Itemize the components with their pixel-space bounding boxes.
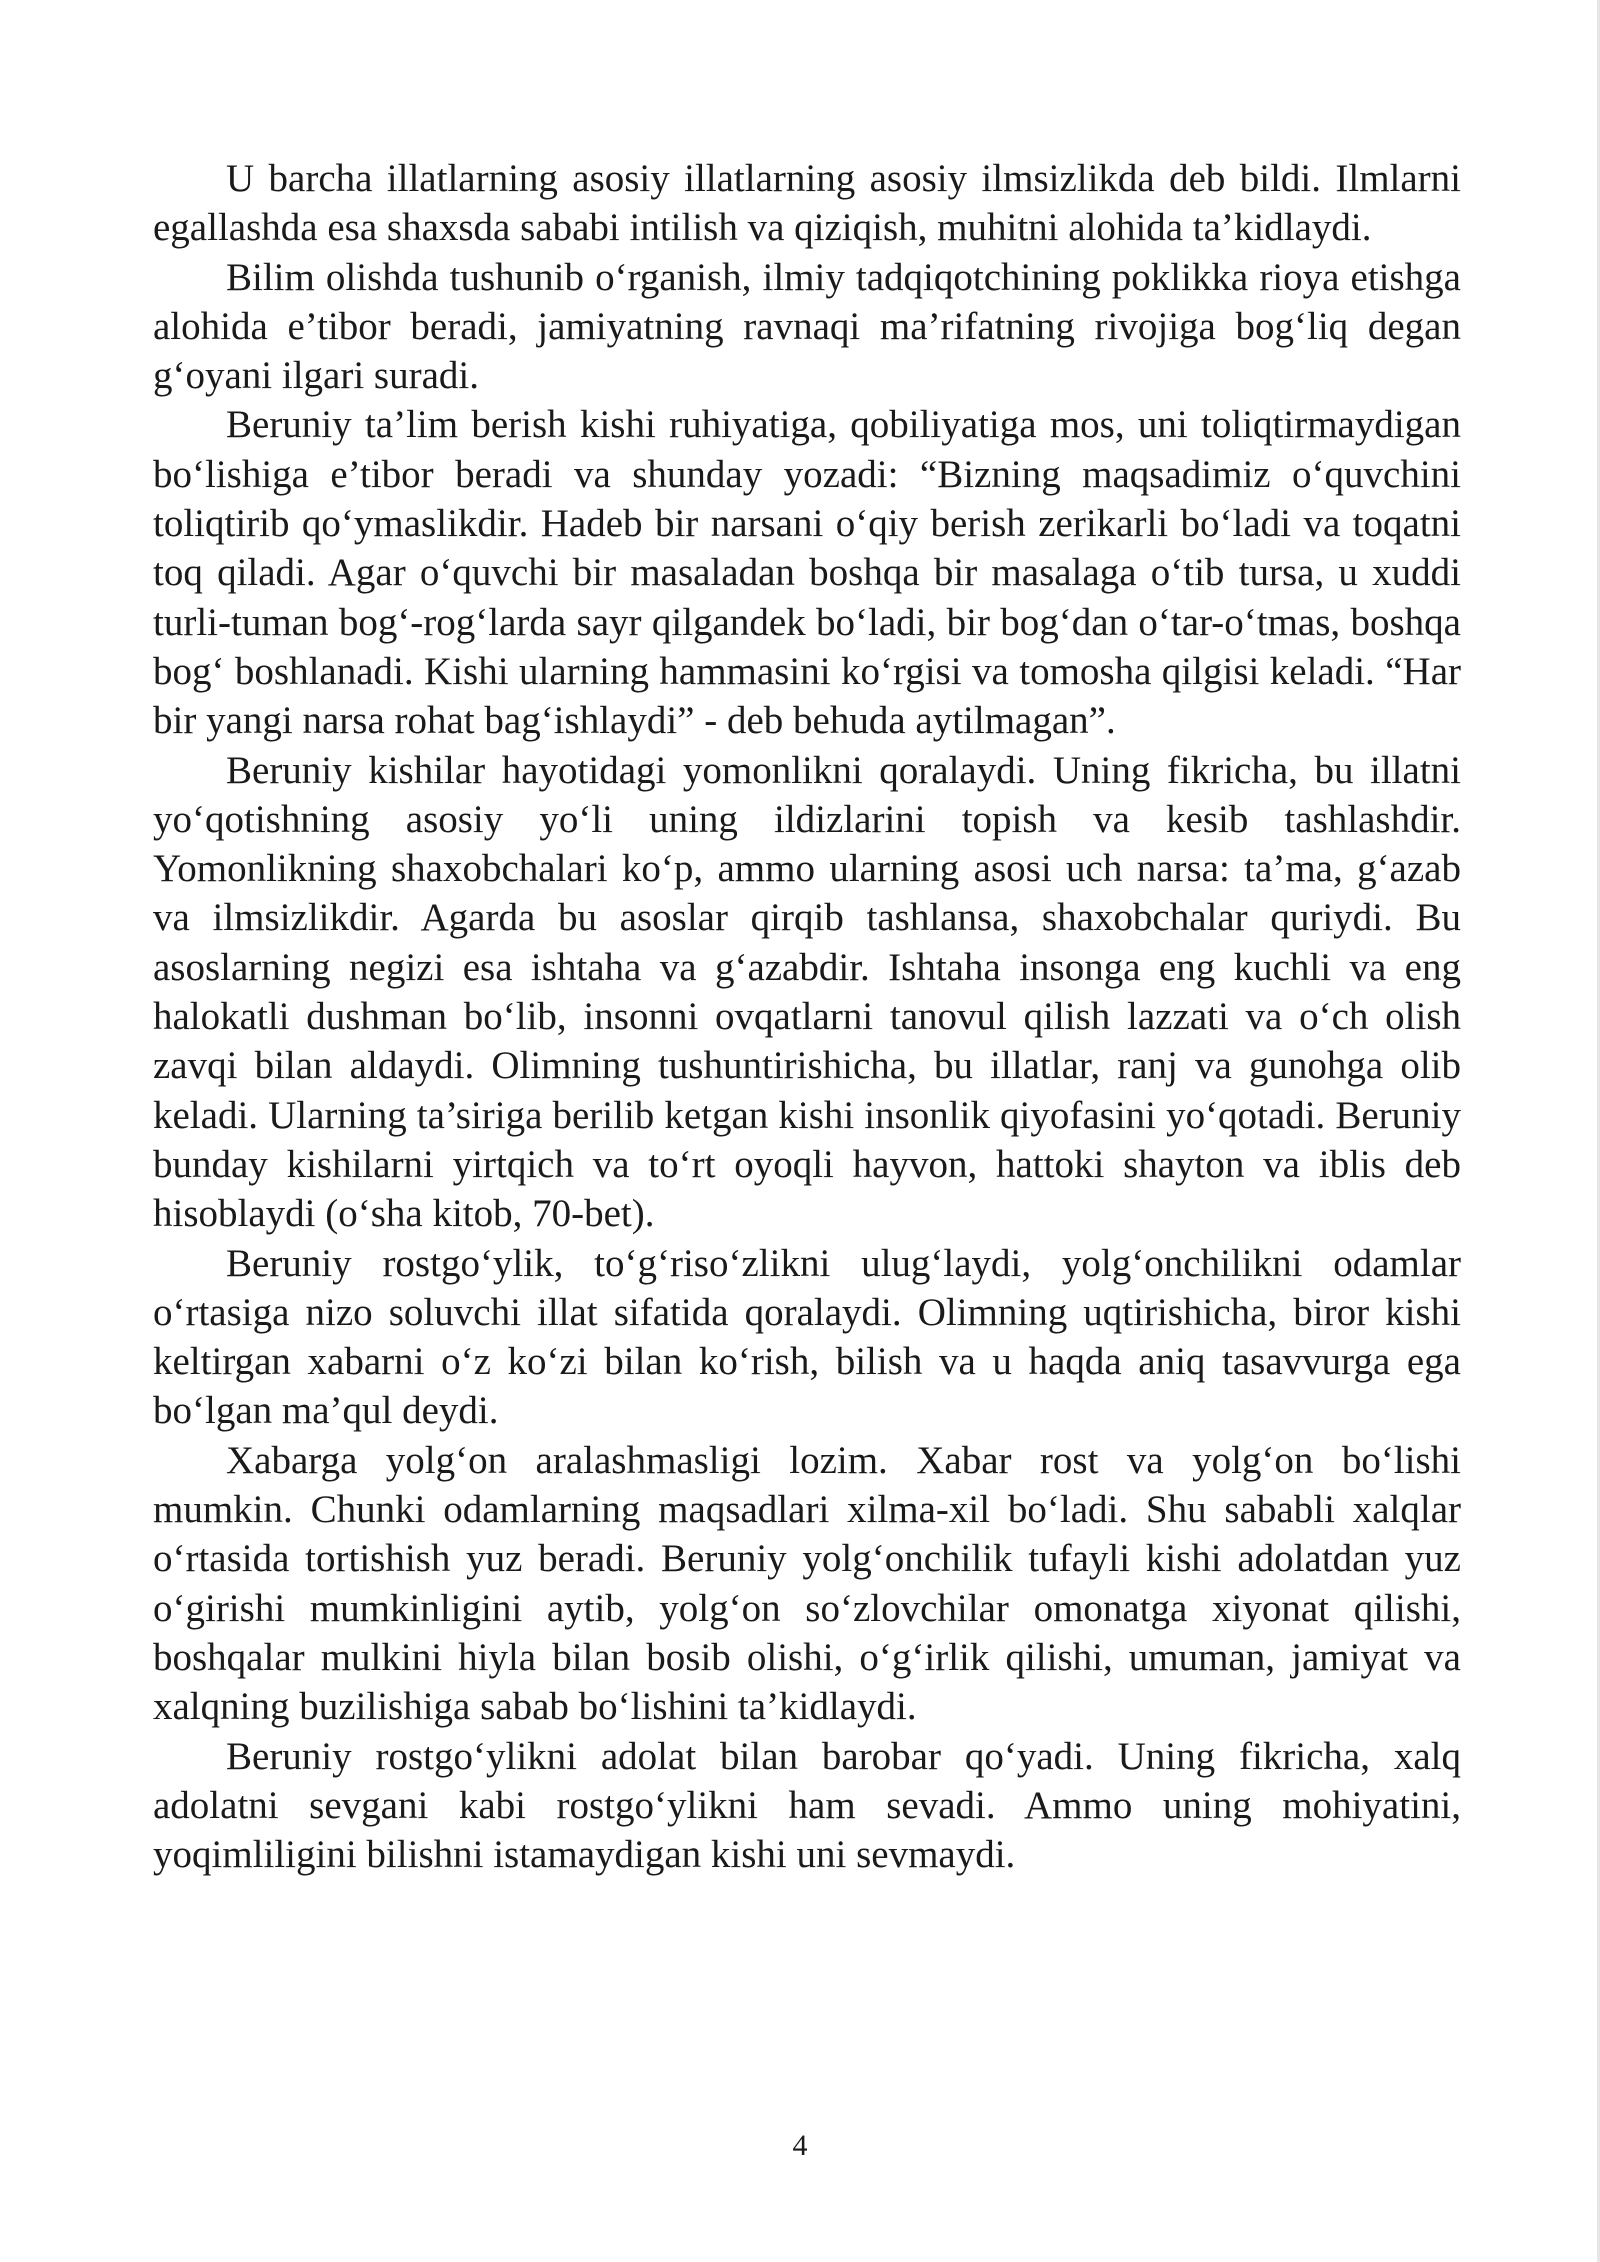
page-number: 4 xyxy=(792,2129,808,2162)
paragraph: U barcha illatlarning asosiy illatlarning asosiy ilmsizlikda deb bildi. Ilmlarni egallashda esa shaxsda sababi intilish va qiziqish, muhitni alohida ta’kidlaydi. xyxy=(153,157,1461,250)
paragraph: Beruniy rostgo‘ylik, to‘g‘riso‘zlikni ulug‘laydi, yolg‘onchilikni odamlar o‘rtasiga nizo soluvchi illat sifatida qoralaydi. Olimning uqtirishicha, biror kishi keltirgan xabarni o‘z ko‘zi bilan ko‘rish, bilish va u haqda aniq tasavvurga ega bo‘lgan ma’qul deydi. xyxy=(153,1241,1461,1433)
paragraph: Beruniy rostgo‘ylikni adolat bilan barobar qo‘yadi. Uning fikricha, xalq adolatni sevgani kabi rostgo‘ylikni ham sevadi. Ammo uning mohiyatini, yoqimliligini bilishni istamaydigan kishi uni sevmaydi. xyxy=(153,1734,1461,1877)
paragraph: Beruniy ta’lim berish kishi ruhiyatiga, qobiliyatiga mos, uni toliqtirmaydigan bo‘lishiga e’tibor beradi va shunday yozadi: “Bizning maqsadimiz o‘quvchini toliqtirib qo‘ymaslikdir. Hadeb bir narsani o‘qiy berish zerikarli bo‘ladi va toqatni toq qiladi. Agar o‘quvchi bir masaladan boshqa bir masalaga o‘tib tursa, u xuddi turli-tuman bog‘-rog‘larda sayr qilgandek bo‘ladi, bir bog‘dan o‘tar-o‘tmas, boshqa bog‘ boshlanadi. Kishi ularning hammasini ko‘rgisi va tomosha qilgisi keladi. “Har bir yangi narsa rohat bag‘ishlaydi” - deb behuda aytilmagan”. xyxy=(153,403,1461,743)
paragraph: Beruniy kishilar hayotidagi yomonlikni qoralaydi. Uning fikricha, bu illatni yo‘qotishning asosiy yo‘li uning ildizlarini topish va kesib tashlashdir. Yomonlikning shaxobchalari ko‘p, ammo ularning asosi uch narsa: ta’ma, g‘azab va ilmsizlikdir. Agarda bu asoslar qirqib tashlansa, shaxobchalar quriydi. Bu asoslarning negizi esa ishtaha va g‘azabdir. Ishtaha insonga eng kuchli va eng halokatli dushman bo‘lib, insonni ovqatlarni tanovul qilish lazzati va o‘ch olish zavqi bilan aldaydi. Olimning tushuntirishicha, bu illatlar, ranj va gunohga olib keladi. Ularning ta’siriga berilib ketgan kishi insonlik qiyofasini yo‘qotadi. Beruniy bunday kishilarni yirtqich va to‘rt oyoqli hayvon, hattoki shayton va iblis deb hisoblaydi (o‘sha kitob, 70-bet). xyxy=(153,748,1461,1236)
paragraph: Xabarga yolg‘on aralashmasligi lozim. Xabar rost va yolg‘on bo‘lishi mumkin. Chunki odamlarning maqsadlari xilma-xil bo‘ladi. Shu sababli xalqlar o‘rtasida tortishish yuz beradi. Beruniy yolg‘onchilik tufayli kishi adolatdan yuz o‘girishi mumkinligini aytib, yolg‘on so‘zlovchilar omonatga xiyonat qilishi, boshqalar mulkini hiyla bilan bosib olishi, o‘g‘irlik qilishi, umuman, jamiyat va xalqning buzilishiga sabab bo‘lishini ta’kidlaydi. xyxy=(153,1438,1461,1729)
paragraph: Bilim olishda tushunib o‘rganish, ilmiy tadqiqotchining poklikka rioya etishga alohida e’tibor beradi, jamiyatning ravnaqi ma’rifatning rivojiga bog‘liq degan g‘oyani ilgari suradi. xyxy=(153,255,1461,398)
document-body xyxy=(153,154,1461,1879)
